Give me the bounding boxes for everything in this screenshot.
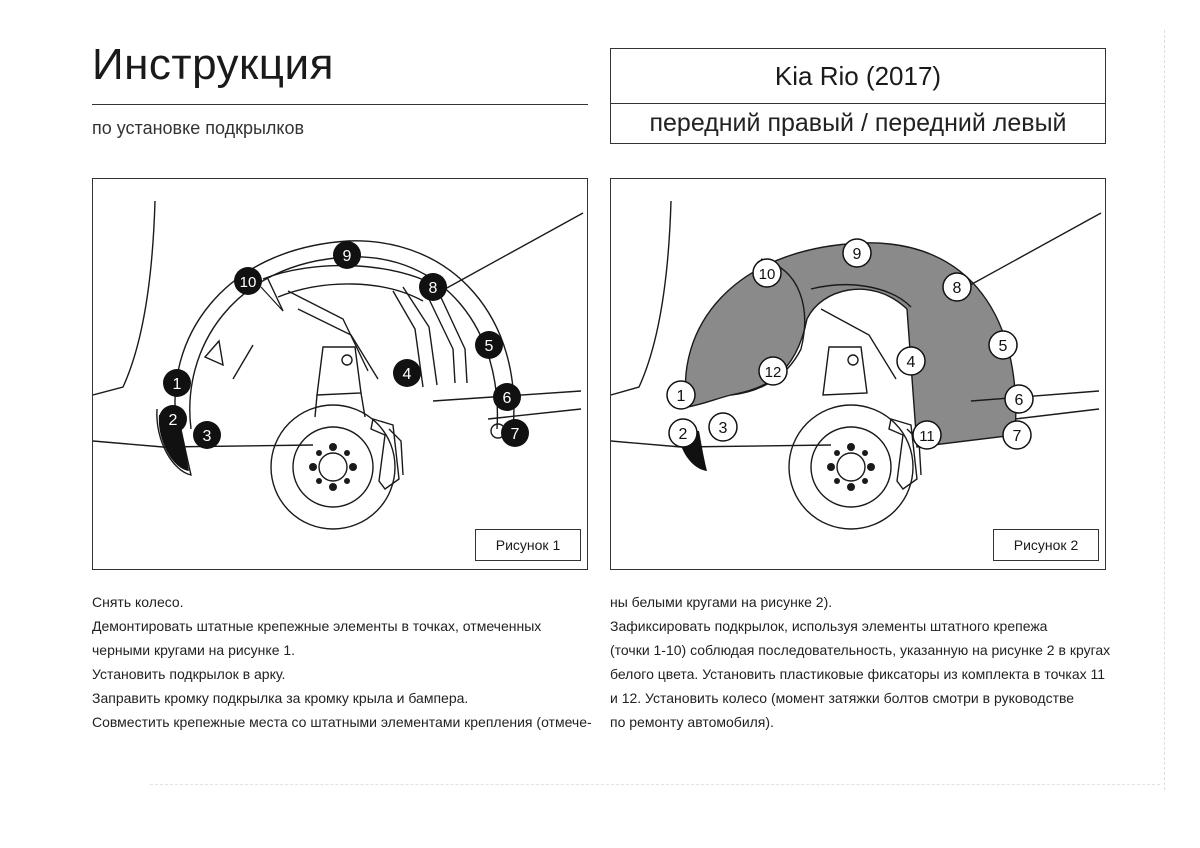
instruction-line: (точки 1-10) соблюдая последовательность, указанную на рисунке 2 в кругах (610, 642, 1111, 658)
model-position: передний правый / передний левый (649, 109, 1067, 137)
marker-black-9 (333, 241, 361, 269)
svg-text:7: 7 (510, 426, 520, 443)
title-divider (92, 104, 588, 105)
instruction-line: Зафиксировать подкрылок, используя элементы штатного крепежа (610, 618, 1048, 634)
instruction-line: Совместить крепежные места со штатными элементами крепления (отмече- (92, 714, 592, 730)
marker-white-2 (669, 419, 697, 447)
svg-text:9: 9 (342, 248, 352, 265)
instruction-line: Установить подкрылок в арку. (92, 666, 286, 682)
marker-white-8 (943, 273, 971, 301)
instruction-line: белого цвета. Установить пластиковые фиксаторы из комплекта в точках 11 (610, 666, 1106, 682)
svg-text:3: 3 (718, 420, 728, 437)
page-subtitle: по установке подкрылков (92, 118, 305, 138)
marker-black-1 (163, 369, 191, 397)
svg-text:1: 1 (172, 376, 182, 393)
marker-white-5 (989, 331, 1017, 359)
marker-black-6 (493, 383, 521, 411)
instructions-right (610, 590, 1110, 734)
figure-1-drawing (93, 179, 589, 571)
figure-1-markers (159, 241, 529, 449)
svg-text:12: 12 (764, 364, 782, 381)
marker-black-10 (234, 267, 262, 295)
figure-2 (610, 178, 1106, 570)
marker-black-4 (393, 359, 421, 387)
instruction-line: Снять колесо. (92, 594, 184, 610)
svg-text:7: 7 (1012, 428, 1022, 445)
instruction-line: и 12. Установить колесо (момент затяжки болтов смотри в руководстве (610, 690, 1075, 706)
instructions-left (92, 590, 592, 734)
marker-white-12 (759, 357, 787, 385)
svg-text:6: 6 (502, 390, 512, 407)
svg-text:8: 8 (428, 280, 438, 297)
figure-2-drawing (611, 179, 1107, 571)
instruction-line: Заправить кромку подкрылка за кромку крыла и бампера. (92, 690, 469, 706)
svg-text:10: 10 (239, 274, 257, 291)
marker-black-8 (419, 273, 447, 301)
marker-black-5 (475, 331, 503, 359)
svg-text:4: 4 (906, 354, 916, 371)
marker-white-6 (1005, 385, 1033, 413)
marker-white-4 (897, 347, 925, 375)
page-title: Инструкция (92, 40, 334, 89)
svg-text:10: 10 (758, 266, 776, 283)
svg-text:3: 3 (202, 428, 212, 445)
figure-2-caption: Рисунок 2 (993, 529, 1099, 561)
instruction-line: Демонтировать штатные крепежные элементы в точках, отмеченных (92, 618, 542, 634)
figure-1-caption: Рисунок 1 (475, 529, 581, 561)
svg-text:6: 6 (1014, 392, 1024, 409)
svg-text:4: 4 (402, 366, 412, 383)
marker-white-7 (1003, 421, 1031, 449)
svg-text:5: 5 (998, 338, 1008, 355)
marker-white-3 (709, 413, 737, 441)
instruction-line: по ремонту автомобиля). (610, 714, 774, 730)
marker-white-10 (753, 259, 781, 287)
model-divider (611, 103, 1105, 104)
marker-white-9 (843, 239, 871, 267)
page-edge-guide (1164, 30, 1165, 790)
bottom-guide (150, 784, 1160, 785)
marker-white-1 (667, 381, 695, 409)
marker-black-2 (159, 405, 187, 433)
model-name: Kia Rio (2017) (774, 61, 942, 91)
svg-text:9: 9 (852, 246, 862, 263)
svg-text:2: 2 (168, 412, 178, 429)
marker-white-11 (913, 421, 941, 449)
svg-text:5: 5 (484, 338, 494, 355)
svg-text:1: 1 (676, 388, 686, 405)
model-box (610, 48, 1106, 144)
instruction-line: черными кругами на рисунке 1. (92, 642, 296, 658)
svg-text:8: 8 (952, 280, 962, 297)
svg-text:11: 11 (919, 428, 935, 445)
marker-black-3 (193, 421, 221, 449)
svg-text:2: 2 (678, 426, 688, 443)
marker-black-7 (501, 419, 529, 447)
instruction-line: ны белыми кругами на рисунке 2). (610, 594, 833, 610)
figure-1 (92, 178, 588, 570)
